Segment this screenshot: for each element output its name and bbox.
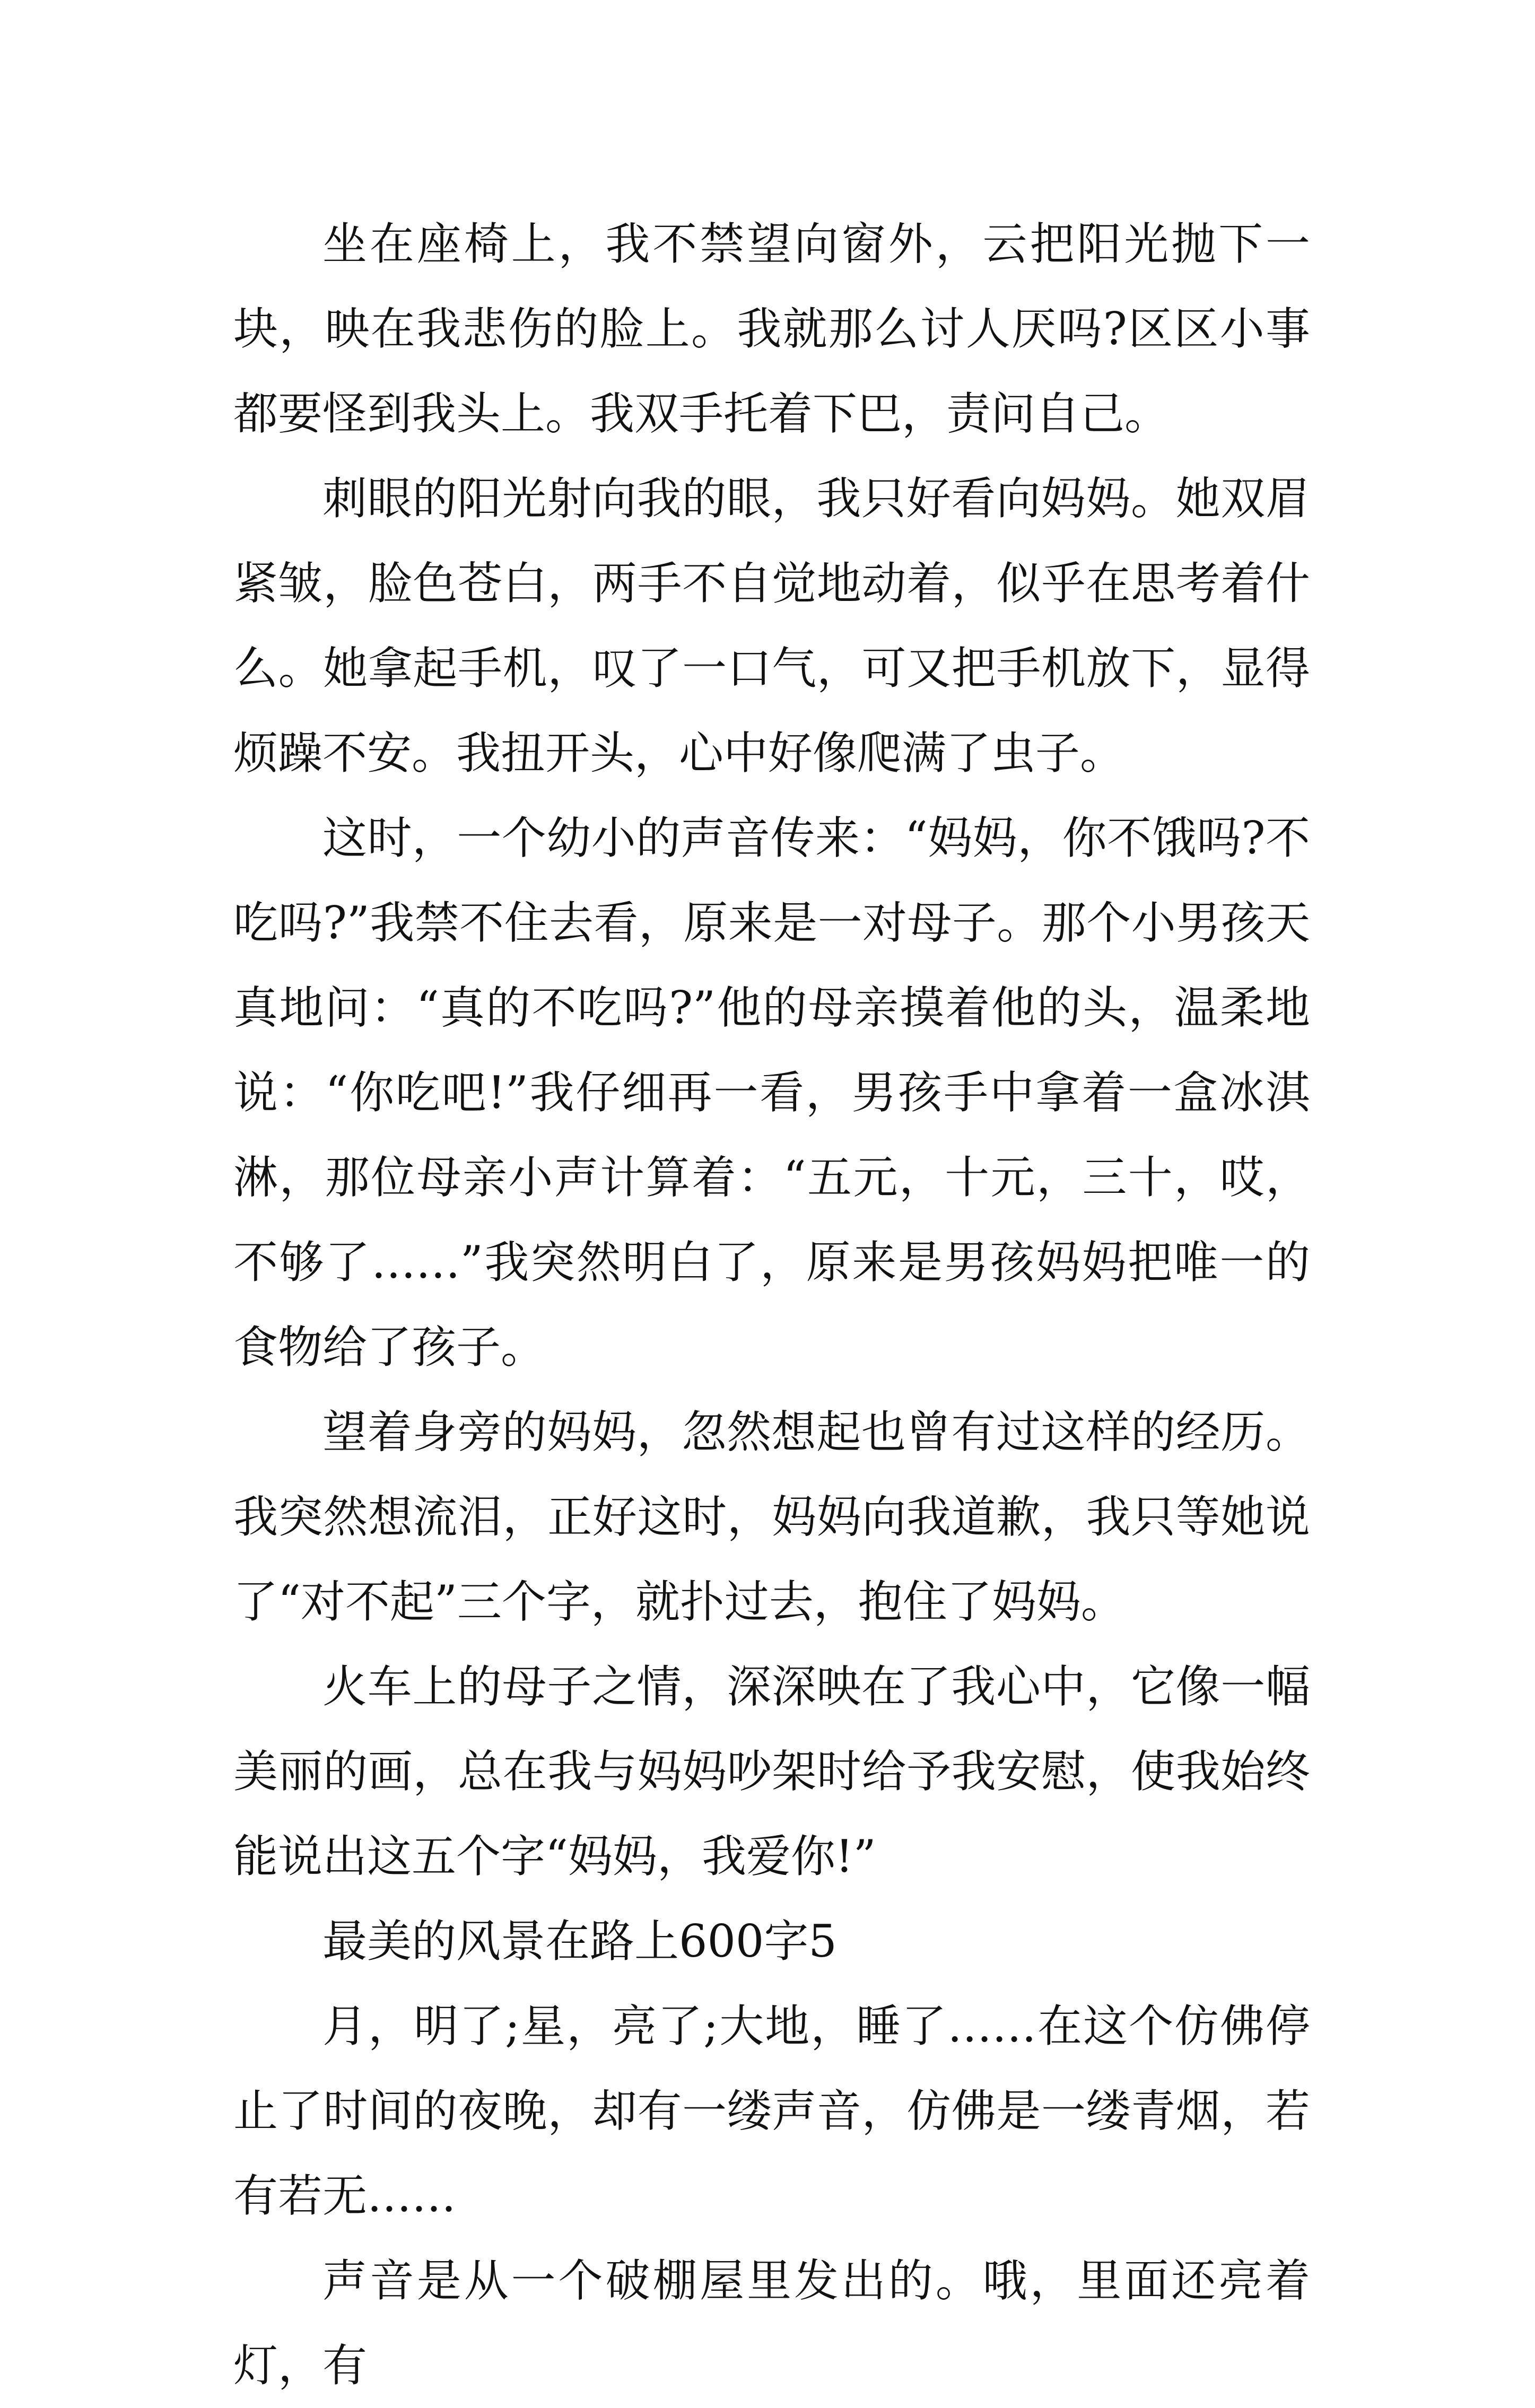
paragraph: 月，明了;星，亮了;大地，睡了……在这个仿佛停止了时间的夜晚，却有一缕声音，仿佛是一缕青烟，若有若无…… (233, 2000, 1310, 2222)
paragraph: 坐在座椅上，我不禁望向窗外，云把阳光抛下一块，映在我悲伤的脸上。我就那么讨人厌吗?区区小事都要怪到我头上。我双手托着下巴，责问自己。 (233, 218, 1310, 440)
paragraph: 火车上的母子之情，深深映在了我心中，它像一幅美丽的画，总在我与妈妈吵架时给予我安慰，使我始终能说出这五个字“妈妈，我爱你!” (233, 1661, 1310, 1882)
paragraph: 这时，一个幼小的声音传来：“妈妈，你不饿吗?不吃吗?”我禁不住去看，原来是一对母子。那个小男孩天真地问：“真的不吃吗?”他的母亲摸着他的头，温柔地说：“你吃吧!”我仔细再一看，男孩手中拿着一盒冰淇淋，那位母亲小声计算着：“五元，十元，三十，哎，不够了……”我突然明白了，原来是男孩妈妈把唯一的食物给了孩子。 (233, 812, 1310, 1373)
section-heading: 最美的风景在路上600字5 (322, 1915, 837, 1967)
paragraph: 声音是从一个破棚屋里发出的。哦，里面还亮着灯，有 (233, 2255, 1310, 2392)
document-page (233, 202, 1310, 2408)
paragraph: 刺眼的阳光射向我的眼，我只好看向妈妈。她双眉紧皱，脸色苍白，两手不自觉地动着，似乎在思考着什么。她拿起手机，叹了一口气，可又把手机放下，显得烦躁不安。我扭开头，心中好像爬满了虫子。 (233, 473, 1310, 779)
paragraph: 望着身旁的妈妈，忽然想起也曾有过这样的经历。我突然想流泪，正好这时，妈妈向我道歉，我只等她说了“对不起”三个字，就扑过去，抱住了妈妈。 (233, 1406, 1310, 1628)
